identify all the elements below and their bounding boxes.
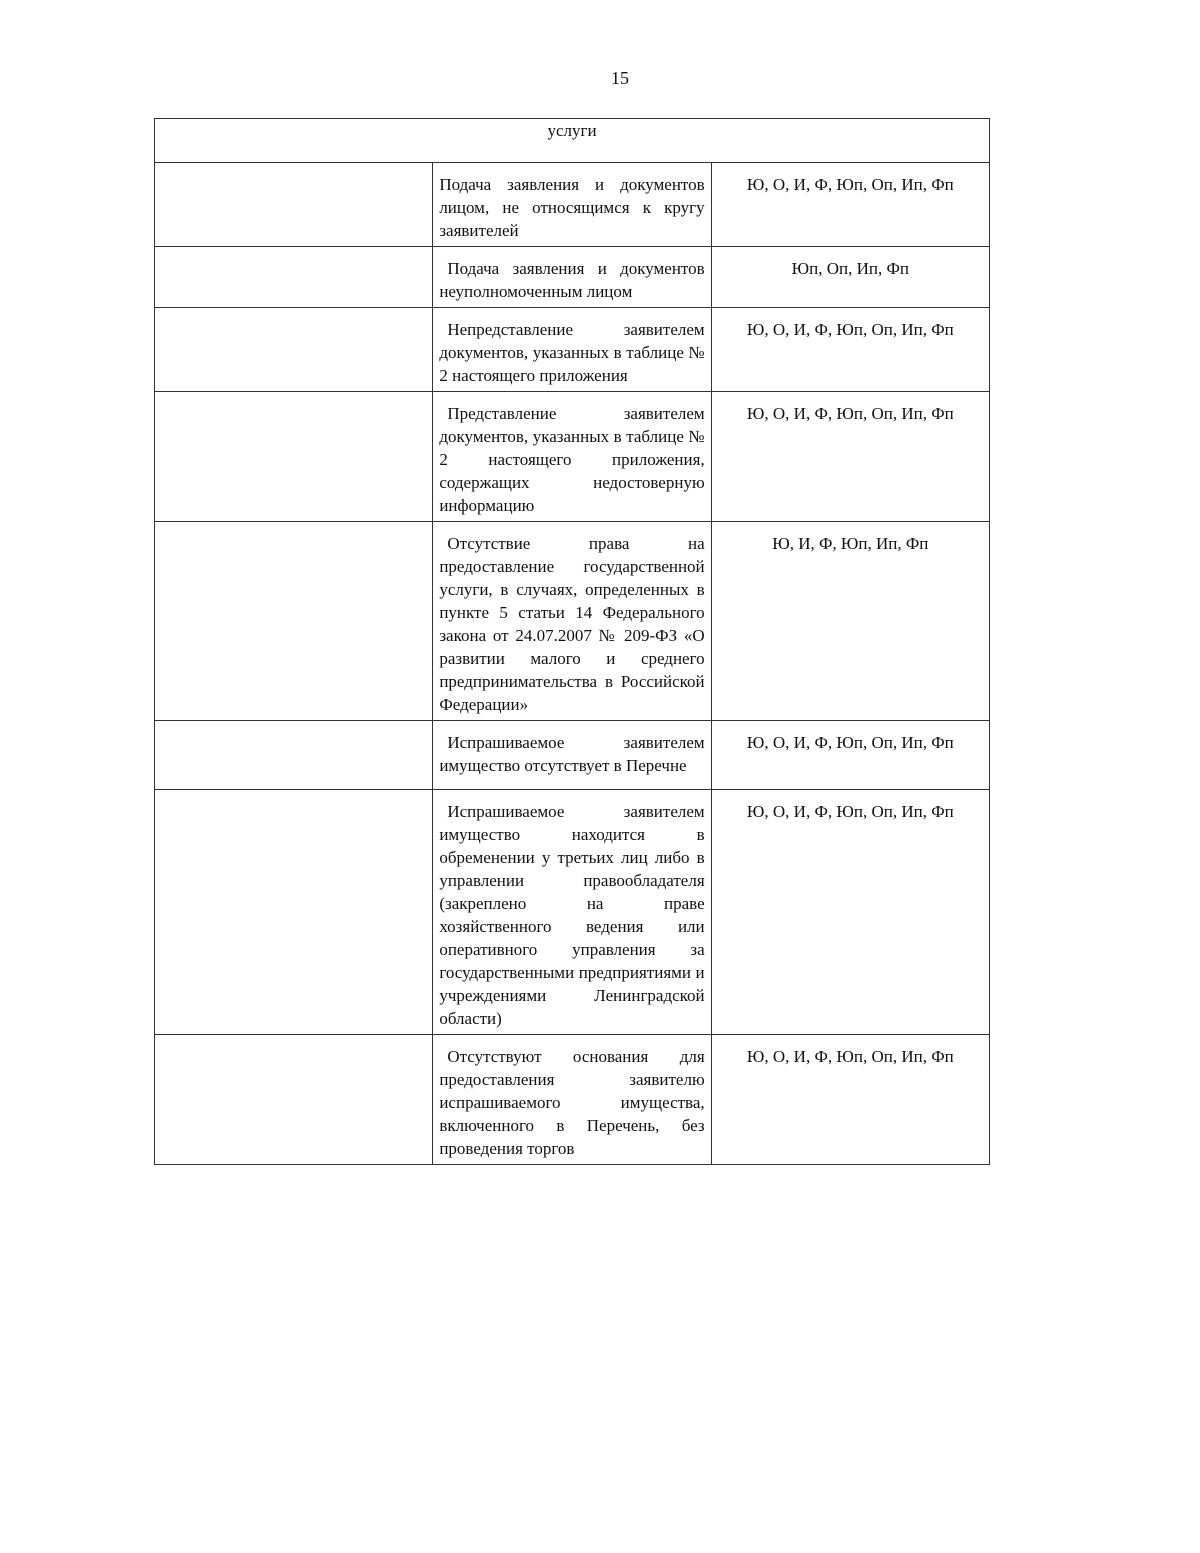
reason-cell: Подача заявления и документов неуполномоченным лицом [433, 247, 711, 308]
table-row [155, 790, 990, 1035]
reason-cell: Подача заявления и документов лицом, не относящимся к кругу заявителей [433, 163, 711, 247]
refusal-grounds-table [154, 118, 990, 1165]
reason-cell: Представление заявителем документов, указанных в таблице № 2 настоящего приложения, содержащих недостоверную информацию [433, 392, 711, 522]
applicant-types-cell: Ю, О, И, Ф, Юп, Оп, Ип, Фп [711, 790, 989, 1035]
table-row [155, 522, 990, 721]
row-number-cell [155, 721, 433, 790]
row-number-cell [155, 163, 433, 247]
row-number-cell [155, 308, 433, 392]
applicant-types-cell: Ю, О, И, Ф, Юп, Оп, Ип, Фп [711, 308, 989, 392]
applicant-types-cell: Ю, О, И, Ф, Юп, Оп, Ип, Фп [711, 163, 989, 247]
table-row [155, 247, 990, 308]
table-row [155, 392, 990, 522]
applicant-types-cell: Ю, О, И, Ф, Юп, Оп, Ип, Фп [711, 721, 989, 790]
row-number-cell [155, 247, 433, 308]
reason-cell: Отсутствуют основания для предоставления заявителю испрашиваемого имущества, включенного в Перечень, без проведения торгов [433, 1035, 711, 1165]
table-row [155, 163, 990, 247]
row-number-cell [155, 392, 433, 522]
table-header-continuation: услуги [155, 119, 990, 163]
reason-cell: Непредставление заявителем документов, указанных в таблице № 2 настоящего приложения [433, 308, 711, 392]
row-number-cell [155, 1035, 433, 1165]
reason-cell: Испрашиваемое заявителем имущество отсутствует в Перечне [433, 721, 711, 790]
table-row [155, 308, 990, 392]
reason-cell: Испрашиваемое заявителем имущество находится в обременении у третьих лиц либо в управлении правообладателя (закреплено на праве хозяйственного ведения или оперативного управления за государственными предприятиями и учреждениями Ленинградской области) [433, 790, 711, 1035]
applicant-types-cell: Юп, Оп, Ип, Фп [711, 247, 989, 308]
applicant-types-cell: Ю, И, Ф, Юп, Ип, Фп [711, 522, 989, 721]
table-header-row [155, 119, 990, 163]
applicant-types-cell: Ю, О, И, Ф, Юп, Оп, Ип, Фп [711, 1035, 989, 1165]
row-number-cell [155, 790, 433, 1035]
row-number-cell [155, 522, 433, 721]
reason-cell: Отсутствие права на предоставление государственной услуги, в случаях, определенных в пункте 5 статьи 14 Федерального закона от 24.07.2007 № 209-ФЗ «О развитии малого и среднего предпринимательства в Российской Федерации» [433, 522, 711, 721]
page-number: 15 [611, 68, 629, 88]
table-row [155, 1035, 990, 1165]
table-row [155, 721, 990, 790]
applicant-types-cell: Ю, О, И, Ф, Юп, Оп, Ип, Фп [711, 392, 989, 522]
